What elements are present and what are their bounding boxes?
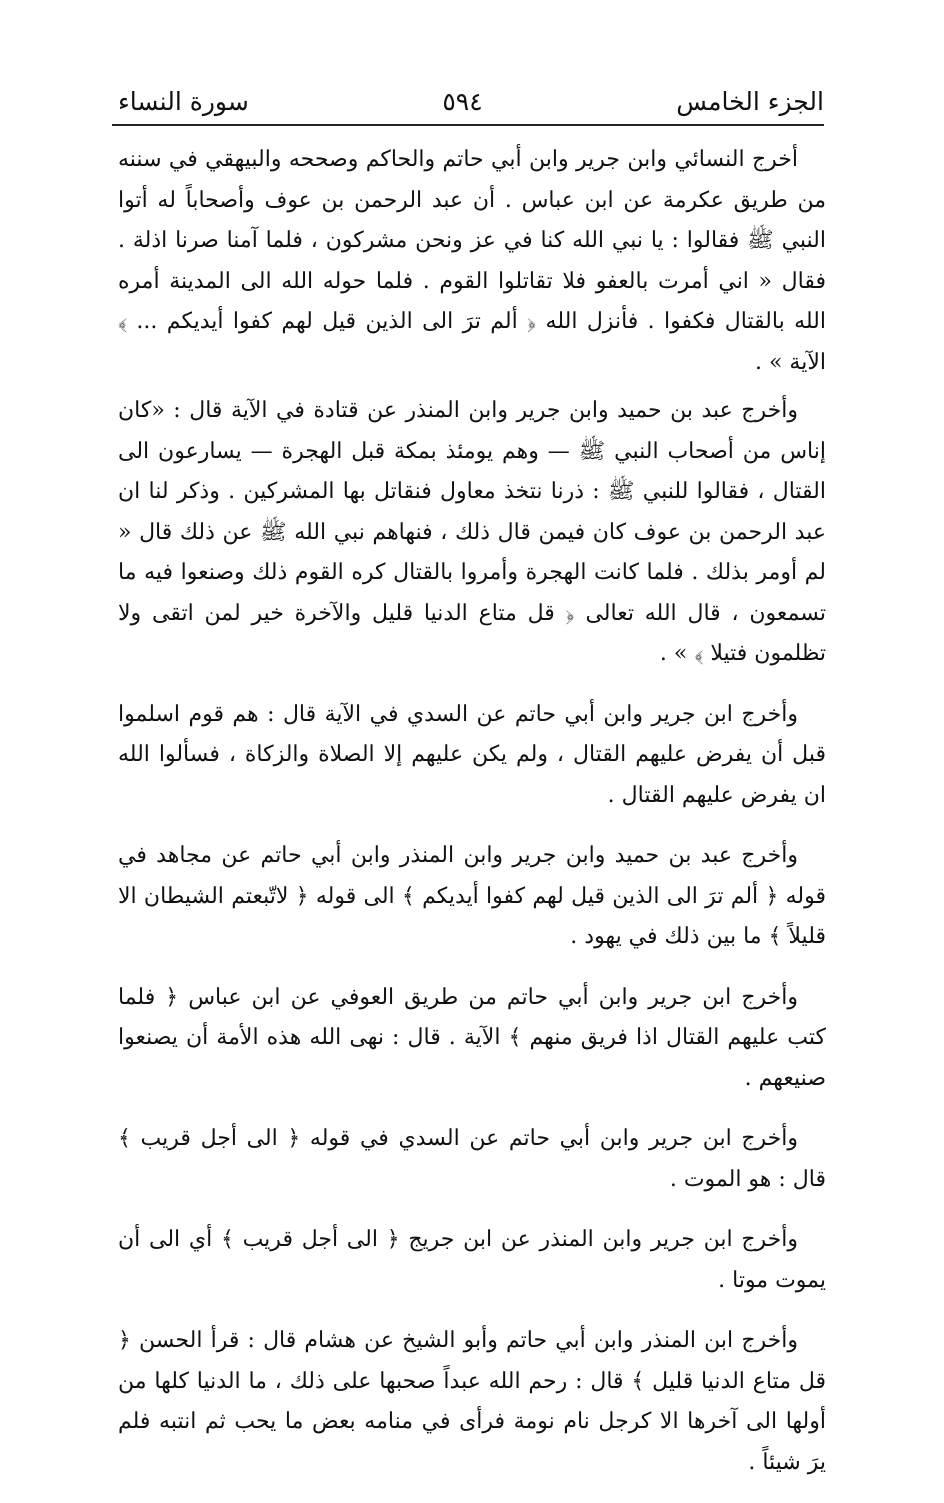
paragraph-6: وأخرج ابن جرير وابن أبي حاتم عن السدي في قوله ﴿ الى أجل قريب ﴾ قال : هو الموت . [118, 1126, 826, 1192]
paragraph-1: أخرج النسائي وابن جرير وابن أبي حاتم والحاكم وصححه والبيهقي في سننه من طريق عكرمة عن ابن عباس . أن عبد الرحمن بن عوف وأصحاباً له أتوا النبي ﷺ فقالوا : يا نبي الله كنا في عز ونحن مشركون ، فلما آمنا صرنا اذلة . فقال « اني أمرت بالعفو فلا تقاتلوا القوم . فلما حوله الله الى المدينة أمره الله بالقتال فكفوا . فأنزل الله ﴿ ألم ترَ الى الذين قيل لهم كفوا أيديكم ... ﴾ الآية » . [118, 147, 826, 375]
paragraph-7: وأخرج ابن جرير وابن المنذر عن ابن جريج ﴿ الى أجل قريب ﴾ أي الى أن يموت موتا . [118, 1227, 826, 1293]
page-number: ٥٩٤ [442, 87, 483, 116]
juz-title: الجزء الخامس [676, 87, 824, 116]
page-header [118, 72, 824, 122]
paragraph-8: وأخرج ابن المنذر وابن أبي حاتم وأبو الشيخ عن هشام قال : قرأ الحسن ﴿ قل متاع الدنيا قليل ﴾ قال : رحم الله عبداً صحبها على ذلك ، ما الدنيا كلها من أولها الى آخرها الا كرجل نام نومة فرأى في منامه بعض ما يحب ثم انتبه فلم يرَ شيئاً . [118, 1328, 826, 1475]
page-body [118, 140, 826, 1503]
surah-title: سورة النساء [118, 87, 249, 116]
header-divider [112, 124, 824, 126]
paragraph-3: وأخرج ابن جرير وابن أبي حاتم عن السدي في الآية قال : هم قوم اسلموا قبل أن يفرض عليهم القتال ، ولم يكن عليهم إلا الصلاة والزكاة ، فسألوا الله ان يفرض عليهم القتال . [118, 701, 826, 808]
paragraph-4: وأخرج عبد بن حميد وابن جرير وابن المنذر وابن أبي حاتم عن مجاهد في قوله ﴿ ألم ترَ الى الذين قيل لهم كفوا أيديكم ﴾ الى قوله ﴿ لاتّبعتم الشيطان الا قليلاً ﴾ ما بين ذلك في يهود . [118, 843, 826, 949]
paragraph-2: وأخرج عبد بن حميد وابن جرير وابن المنذر عن قتادة في الآية قال : «كان إناس من أصحاب النبي ﷺ — وهم يومئذ بمكة قبل الهجرة — يسارعون الى القتال ، فقالوا للنبي ﷺ : ذرنا نتخذ معاول فنقاتل بها المشركين . وذكر لنا ان عبد الرحمن بن عوف كان فيمن قال ذلك ، فنهاهم نبي الله ﷺ عن ذلك قال « لم أومر بذلك . فلما كانت الهجرة وأمروا بالقتال كره القوم ذلك وصنعوا فيه ما تسمعون ، قال الله تعالى ﴿ قل متاع الدنيا قليل والآخرة خير لمن اتقى ولا تظلمون فتيلا ﴾ » . [118, 398, 826, 666]
paragraph-5: وأخرج ابن جرير وابن أبي حاتم من طريق العوفي عن ابن عباس ﴿ فلما كتب عليهم القتال اذا فريق منهم ﴾ الآية . قال : نهى الله هذه الأمة أن يصنعوا صنيعهم . [118, 984, 826, 1091]
